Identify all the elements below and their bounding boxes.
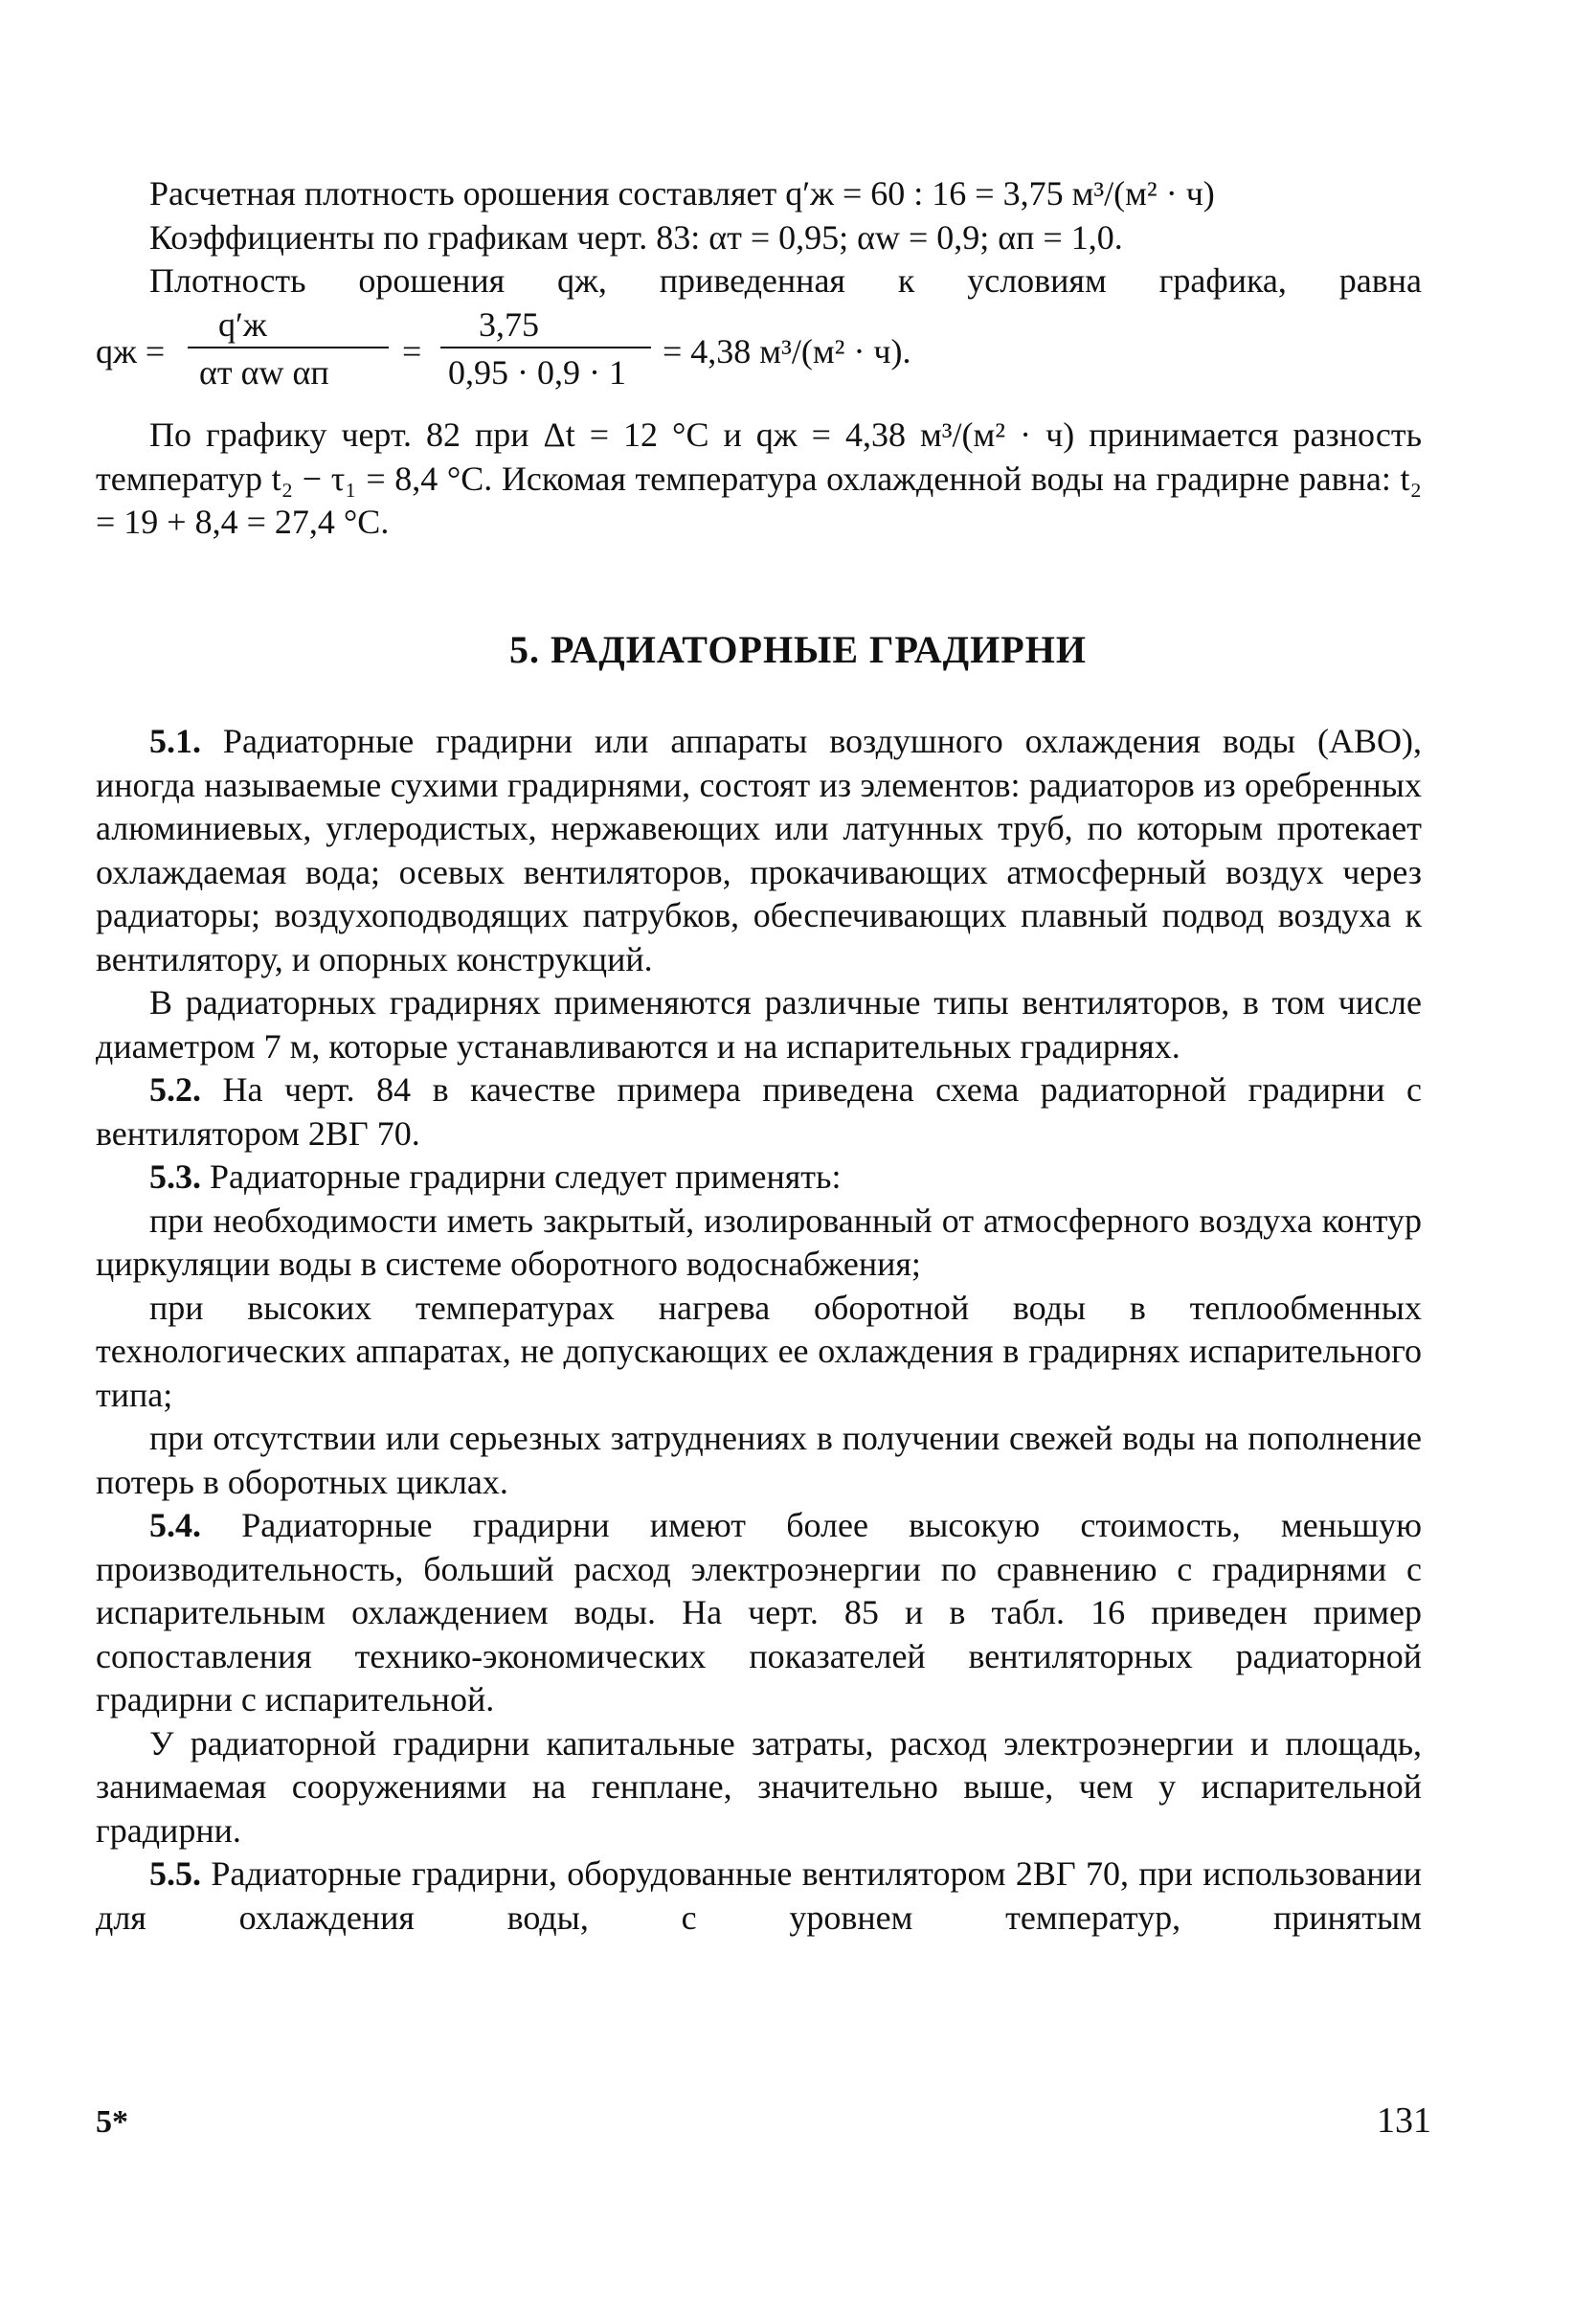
formula-equals: = xyxy=(402,332,422,371)
paragraph-5-1 xyxy=(96,720,1422,981)
intro-line-1: Расчетная плотность орошения составляет q′ж = 60 : 16 = 3,75 м³/(м² · ч) xyxy=(149,174,1215,213)
intro-line-3: Плотность орошения qж, приведенная к условиям графика, равна xyxy=(149,261,1422,300)
paragraph-number: 5.2. xyxy=(149,1070,201,1109)
list-item-closed-loop xyxy=(96,1200,1422,1287)
signature-mark: 5* xyxy=(96,2104,128,2140)
paragraph-5-2 xyxy=(96,1068,1422,1156)
intro-text xyxy=(96,172,1422,303)
formula-numerator-2: 3,75 xyxy=(479,305,539,344)
paragraph-number: 5.3. xyxy=(149,1157,201,1196)
section-title: 5. РАДИАТОРНЫЕ ГРАДИРНИ xyxy=(509,628,1087,671)
paragraph-text: Радиаторные градирни следует применять: xyxy=(201,1157,842,1196)
paragraph-text: при необходимости иметь закрытый, изолированный от атмосферного воздуха контур циркуляции воды в системе оборотного водоснабжения; xyxy=(96,1201,1422,1283)
density-formula xyxy=(96,304,1245,410)
fraction-bar-2 xyxy=(440,347,651,348)
section-body xyxy=(96,720,1422,1940)
paragraph-text: Радиаторные градирни или аппараты воздушного охлаждения воды (АВО), иногда называемые сухими градирнями, состоят из элементов: радиаторов из оребренных алюминиевых, углеродистых, нержавеющих или латунных труб, по которым протекает охлаждаемая вода; осевых вентиляторов, прокачивающих атмосферный воздух через радиаторы; воздухоподводящих патрубков, обеспечивающих плавный подвод воздуха к вентилятору, и опорных конструкций. xyxy=(96,722,1422,978)
paragraph-text: при отсутствии или серьезных затруднениях в получении свежей воды на пополнение потерь в оборотных циклах. xyxy=(96,1419,1422,1501)
formula-denominator-2: 0,95 · 0,9 · 1 xyxy=(448,353,626,392)
paragraph-number: 5.1. xyxy=(149,722,201,760)
page-number: 131 xyxy=(1377,2100,1431,2141)
formula-result: = 4,38 м³/(м² · ч). xyxy=(663,332,911,371)
paragraph-number: 5.5. xyxy=(149,1854,201,1893)
list-item-high-temperature xyxy=(96,1287,1422,1418)
paragraph-text: В радиаторных градирнях применяются различные типы вентиляторов, в том числе диаметром 7 м, которые устанавливаются и на испарительных градирнях. xyxy=(96,983,1422,1066)
paragraph-text: У радиаторной градирни капитальные затраты, расход электроэнергии и площадь, занимаемая сооружениями на генплане, значительно выше, чем у испарительной градирни. xyxy=(96,1723,1422,1850)
paragraph-5-5 xyxy=(96,1853,1422,1940)
fraction-bar-1 xyxy=(188,347,389,348)
paragraph-fans xyxy=(96,981,1422,1068)
intro-line-2: Коэффициенты по графикам черт. 83: αт = 0,95; αw = 0,9; αп = 1,0. xyxy=(149,217,1123,257)
paragraph-5-4 xyxy=(96,1504,1422,1722)
after-formula-text xyxy=(96,414,1422,545)
temperature-paragraph: По графику черт. 82 при Δt = 12 °С и qж = 4,38 м³/(м² · ч) принимается разность температур t₂ − τ₁ = 8,4 °С. Искомая температура охлажденной воды на градирне равна: t₂ = 19 + 8,4 = 27,4 °С. xyxy=(96,415,1422,541)
paragraph-number: 5.4. xyxy=(149,1506,201,1544)
formula-denominator-1: αт αw αп xyxy=(199,353,329,392)
paragraph-costs xyxy=(96,1722,1422,1853)
paragraph-text: Радиаторные градирни имеют более высокую стоимость, меньшую производительность, больший расход электроэнергии по сравнению с градирнями с испарительным охлаждением воды. На черт. 85 и в табл. 16 приведен пример сопоставления технико-экономических показателей вентиляторных радиаторной градирни с испарительной. xyxy=(96,1506,1422,1718)
paragraph-text: Радиаторные градирни, оборудованные вентилятором 2ВГ 70, при использовании для охлаждения воды, с уровнем температур, принятым xyxy=(96,1854,1422,1937)
formula-numerator-1: q′ж xyxy=(218,305,267,344)
paragraph-5-3 xyxy=(96,1156,1422,1200)
paragraph-text: при высоких температурах нагрева оборотной воды в теплообменных технологических аппаратах, не допускающих ее охлаждения в градирнях испарительного типа; xyxy=(96,1288,1422,1414)
formula-lhs: qж = xyxy=(96,332,166,371)
paragraph-text: На черт. 84 в качестве примера приведена схема радиаторной градирни с вентилятором 2ВГ 70. xyxy=(96,1070,1422,1153)
list-item-fresh-water xyxy=(96,1417,1422,1504)
